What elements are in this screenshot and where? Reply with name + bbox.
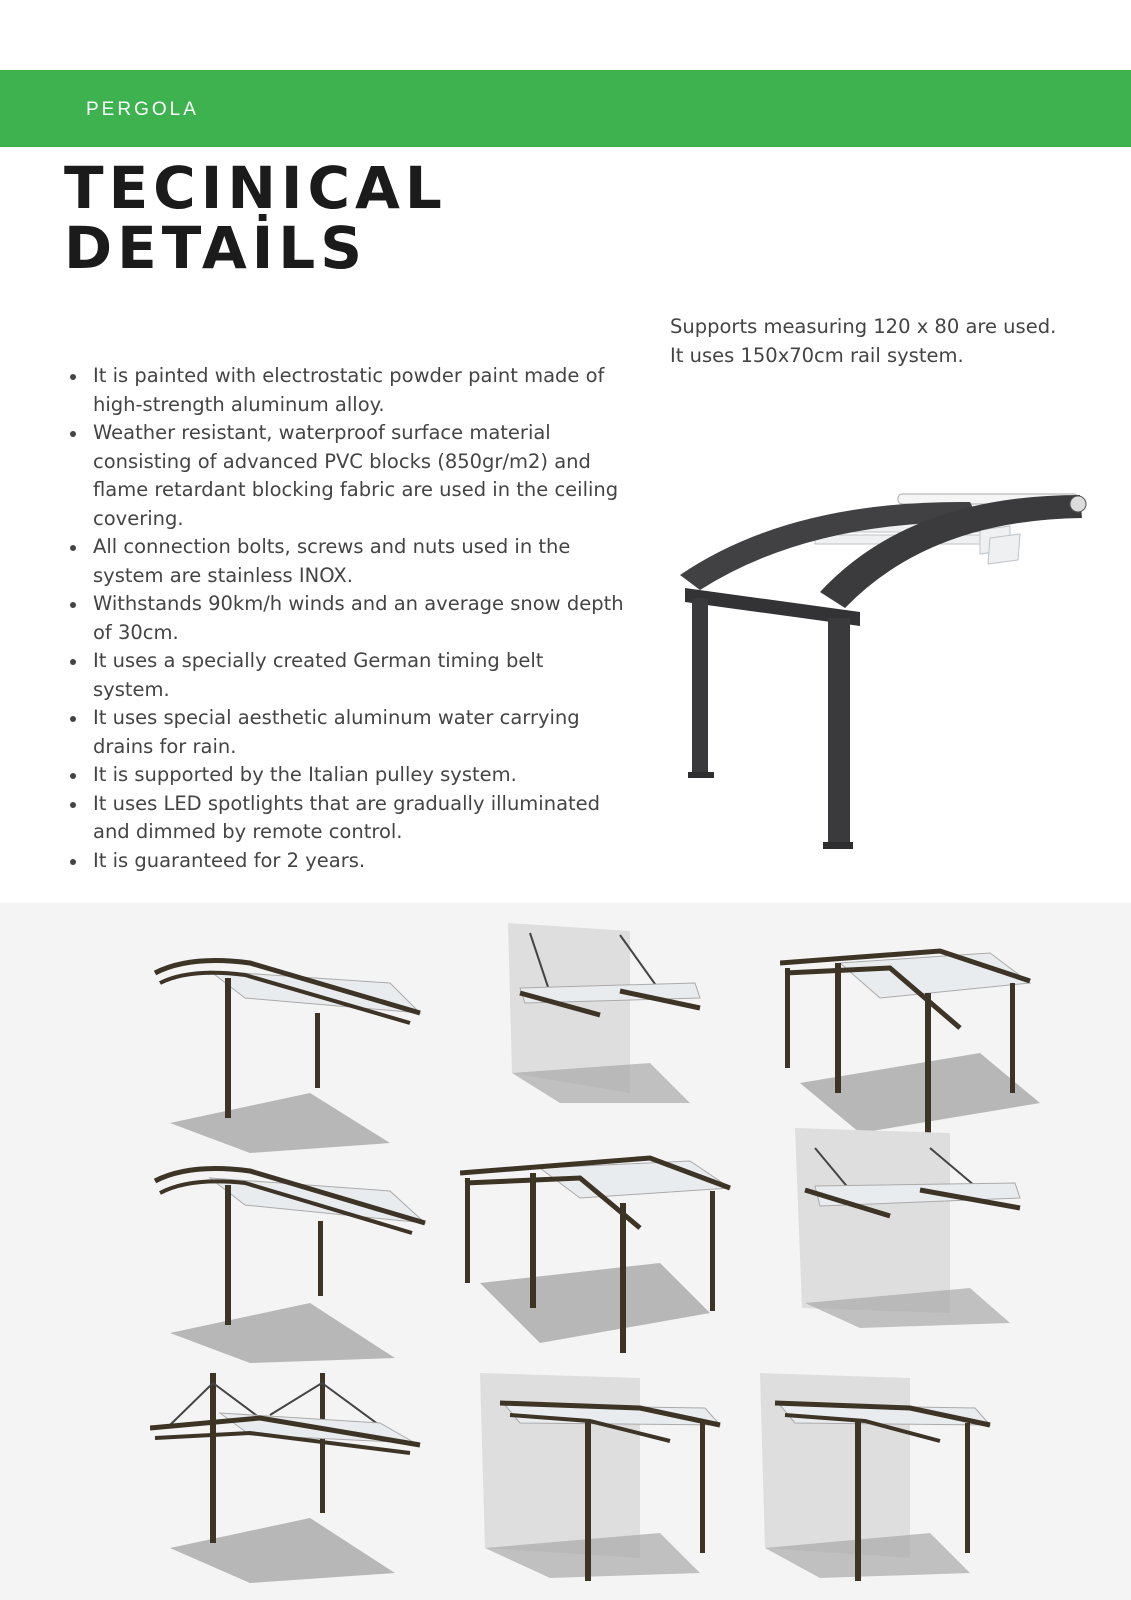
spec-notes (670, 312, 1110, 370)
list-item: Weather resistant, waterproof surface material consisting of advanced PVC blocks (850gr/m2) and flame retardant blocking fabric are used in the ceiling covering. (64, 419, 624, 533)
list-item: It is painted with electrostatic powder paint made of high-strength aluminum alloy. (64, 362, 624, 419)
list-item: It uses LED spotlights that are gradually illuminated and dimmed by remote control. (64, 790, 624, 847)
gallery-model-four-post (460, 1153, 750, 1363)
gallery-model-wall-mounted-cable (490, 923, 780, 1133)
gallery-model-wall-mounted-four-post (470, 1373, 760, 1583)
list-item: It uses special aesthetic aluminum water carrying drains for rain. (64, 704, 624, 761)
model-gallery (0, 903, 1131, 1600)
list-item: It uses a specially created German timing belt system. (64, 647, 624, 704)
page-title (64, 154, 447, 282)
gallery-model-double-post (780, 933, 1070, 1143)
list-item: It is guaranteed for 2 years. (64, 847, 624, 876)
section-label: PERGOLA (86, 99, 199, 120)
list-item: It is supported by the Italian pulley system. (64, 761, 624, 790)
spec-line-rail: It uses 150x70cm rail system. (670, 344, 964, 367)
list-item: Withstands 90km/h winds and an average snow depth of 30cm. (64, 590, 624, 647)
page-title-line-1: TECINICAL (64, 154, 447, 222)
gallery-model-freestanding-cantilever (150, 943, 440, 1153)
gallery-model-suspended-cable (150, 1373, 440, 1583)
spec-line-supports: Supports measuring 120 x 80 are used. (670, 315, 1057, 338)
gallery-model-wall-mounted-two-post (750, 1373, 1040, 1583)
page-title-line-2: DETAİLS (64, 214, 368, 282)
header-band (0, 70, 1131, 147)
gallery-model-freestanding-cantilever-large (150, 1153, 440, 1363)
feature-list (64, 362, 624, 875)
pergola-hero-illustration (680, 490, 1110, 865)
gallery-model-wall-mounted-cable-large (790, 1128, 1080, 1338)
list-item: All connection bolts, screws and nuts used in the system are stainless INOX. (64, 533, 624, 590)
